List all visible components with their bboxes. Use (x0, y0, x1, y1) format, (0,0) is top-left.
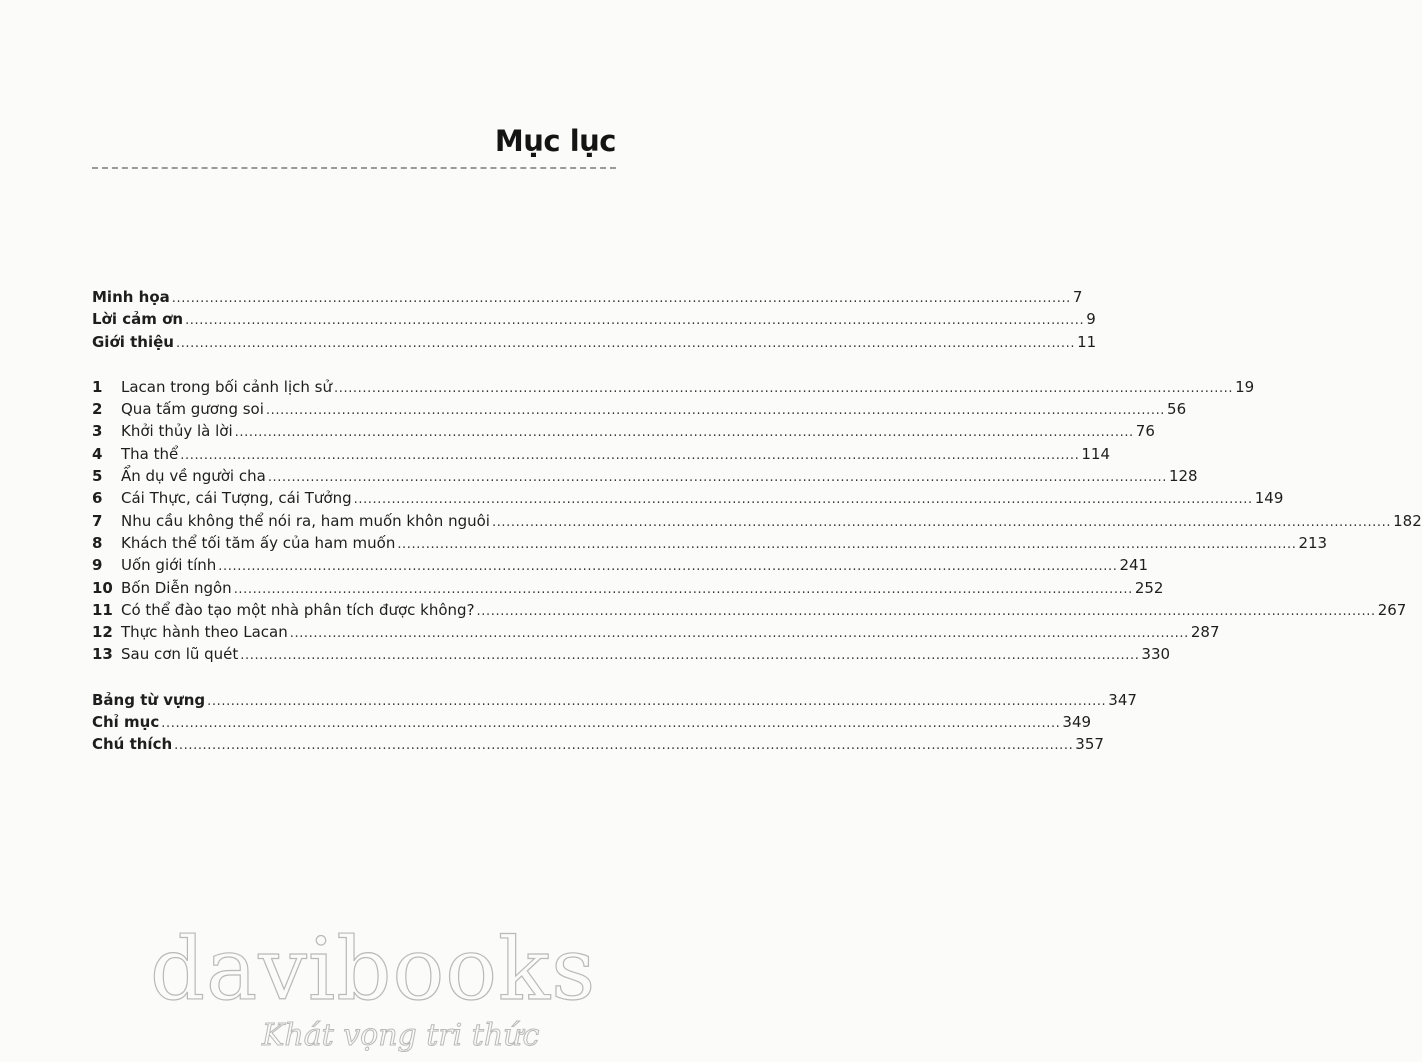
dot-leader (235, 422, 1134, 444)
dot-leader (266, 400, 1165, 422)
dot-leader (354, 489, 1253, 511)
toc-chapter[interactable] (92, 487, 1284, 509)
chapter-page: 267 (1377, 600, 1407, 619)
chapter-page: 287 (1190, 623, 1220, 642)
section-spacer (92, 666, 615, 689)
chapter-page: 182 (1393, 511, 1422, 530)
toc-chapter[interactable] (92, 599, 1407, 621)
title-divider (92, 167, 616, 169)
toc-entry-front[interactable] (92, 286, 1083, 308)
chapter-number: 12 (92, 623, 113, 642)
chapter-title: Cái Thực, cái Tượng, cái Tưởng (121, 489, 352, 508)
chapter-title: Sau cơn lũ quét (121, 645, 239, 664)
dot-leader (218, 556, 1117, 578)
chapter-page: 19 (1235, 377, 1255, 396)
watermark-logo: davibooks (150, 920, 597, 1020)
chapter-title: Ẩn dụ về người cha (121, 467, 266, 486)
chapter-page: 330 (1141, 645, 1171, 664)
chapter-number: 5 (92, 467, 103, 486)
toc-entry-back[interactable] (92, 689, 1137, 711)
chapter-title: Có thể đào tạo một nhà phân tích được không? (121, 600, 475, 619)
toc-entry-title: Giới thiệu (92, 332, 174, 351)
dot-leader (334, 378, 1233, 400)
toc-entry-page: 11 (1077, 332, 1097, 351)
dot-leader (161, 713, 1060, 735)
toc-chapter[interactable] (92, 420, 1155, 442)
chapter-title: Khởi thủy là lời (121, 422, 233, 441)
toc-entry-title: Minh họa (92, 288, 170, 306)
toc-chapter[interactable] (92, 398, 1187, 420)
dot-leader (185, 310, 1084, 332)
dot-leader (492, 512, 1391, 534)
dot-leader (180, 445, 1079, 467)
toc-entry-page: 347 (1108, 690, 1137, 709)
page-title: Mục lục (494, 124, 616, 158)
toc-entry-title: Chỉ mục (92, 713, 160, 732)
toc-entry-title: Lời cảm ơn (92, 310, 184, 329)
toc-chapter[interactable] (92, 376, 1255, 398)
chapter-page: 213 (1298, 533, 1328, 552)
chapter-title: Lacan trong bối cảnh lịch sử (121, 377, 332, 396)
toc-chapter[interactable] (92, 577, 1164, 599)
chapter-page: 56 (1167, 400, 1187, 419)
chapter-title: Tha thể (121, 444, 179, 463)
toc-chapter[interactable] (92, 443, 1111, 465)
chapter-title: Qua tấm gương soi (121, 400, 264, 419)
toc-entry-page: 349 (1062, 713, 1092, 732)
toc-entry-page: 7 (1072, 288, 1083, 306)
chapter-number: 9 (92, 556, 103, 575)
toc-entry-page: 357 (1075, 735, 1104, 754)
dot-leader (234, 579, 1133, 601)
dot-leader (477, 601, 1376, 623)
dot-leader (172, 288, 1071, 310)
dot-leader (176, 333, 1075, 355)
chapter-page: 76 (1135, 422, 1155, 441)
chapter-title: Nhu cầu không thể nói ra, ham muốn khôn nguôi (121, 511, 490, 530)
chapter-page: 114 (1081, 444, 1111, 463)
toc-chapter[interactable] (92, 510, 1422, 532)
toc-chapter[interactable] (92, 465, 1198, 487)
chapter-number: 4 (92, 444, 103, 463)
toc-entry-title: Chú thích (92, 735, 173, 754)
dot-leader (240, 645, 1139, 667)
toc-chapter[interactable] (92, 643, 1171, 665)
chapter-page: 252 (1134, 578, 1164, 597)
toc-chapter[interactable] (92, 621, 1220, 643)
chapter-number: 1 (92, 377, 103, 396)
toc-entry-back[interactable] (92, 733, 1104, 755)
chapter-page: 241 (1119, 556, 1149, 575)
dot-leader (290, 623, 1189, 645)
chapter-number: 2 (92, 400, 103, 419)
chapter-number: 6 (92, 489, 103, 508)
chapter-title: Bốn Diễn ngôn (121, 578, 232, 597)
toc-entry-front[interactable] (92, 331, 1097, 353)
chapter-title: Uốn giới tính (121, 556, 217, 575)
toc-entry-back[interactable] (92, 711, 1092, 733)
dot-leader (268, 467, 1167, 489)
chapter-number: 10 (92, 578, 113, 597)
watermark-tagline: Khát vọng tri thức (262, 1018, 540, 1053)
chapter-page: 128 (1168, 467, 1198, 486)
chapter-number: 8 (92, 533, 103, 552)
chapter-number: 7 (92, 511, 103, 530)
toc-entry-page: 9 (1086, 310, 1096, 329)
chapter-number: 3 (92, 422, 103, 441)
chapter-number: 13 (92, 645, 113, 664)
toc-chapter[interactable] (92, 554, 1149, 576)
dot-leader (207, 691, 1106, 713)
toc-entry-title: Bảng từ vựng (92, 690, 206, 709)
toc-chapter[interactable] (92, 532, 1328, 554)
chapter-number: 11 (92, 600, 113, 619)
chapter-title: Thực hành theo Lacan (121, 623, 288, 642)
dot-leader (174, 735, 1073, 757)
dot-leader (397, 534, 1296, 556)
toc-entry-front[interactable] (92, 308, 1096, 330)
chapter-title: Khách thể tối tăm ấy của ham muốn (121, 533, 396, 552)
section-spacer (92, 353, 615, 376)
chapter-page: 149 (1254, 489, 1284, 508)
table-of-contents (92, 286, 1422, 756)
